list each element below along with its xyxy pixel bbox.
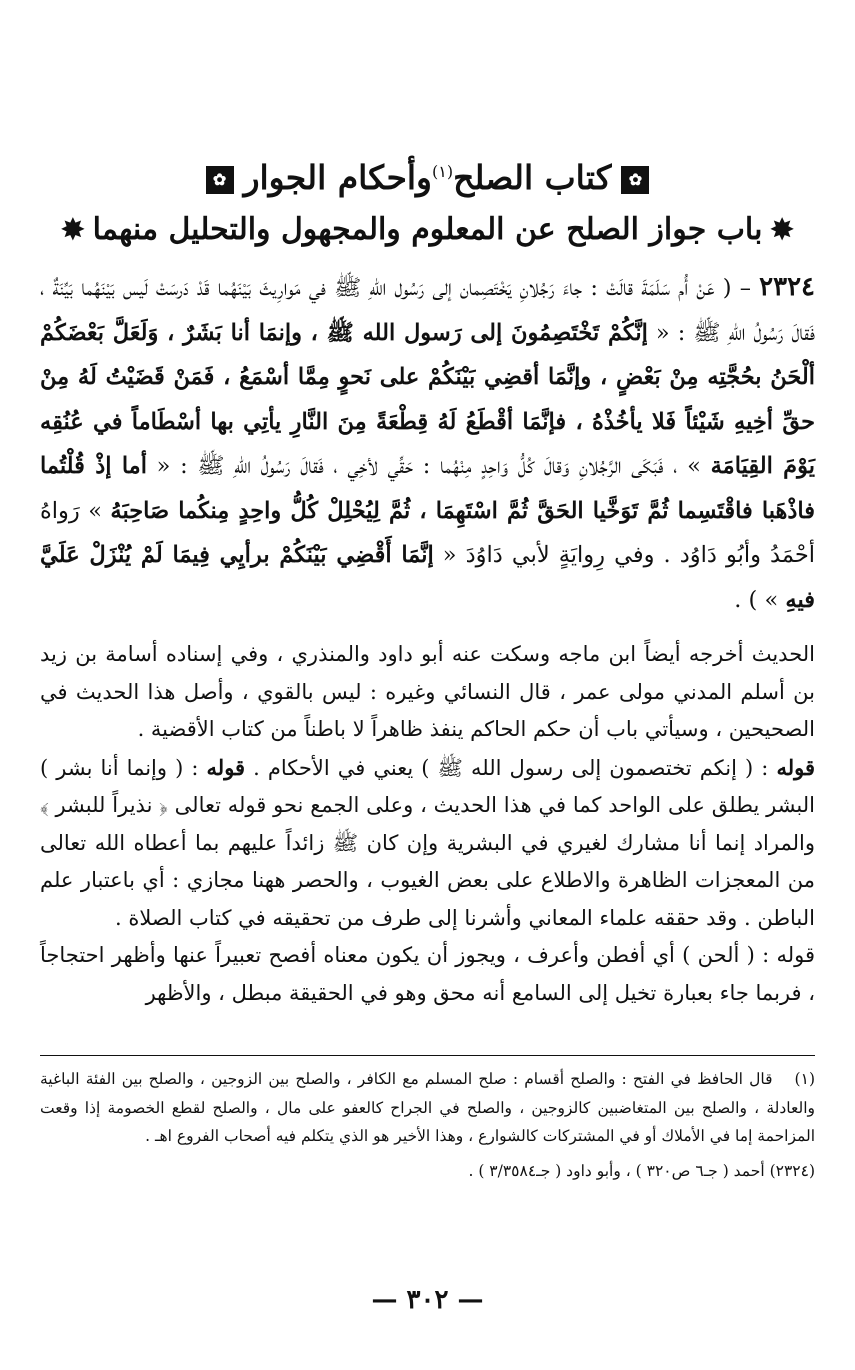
star-ornament-icon: ✸ bbox=[61, 213, 85, 246]
hadith-segment: » ، فَبَكَى الرَّجُلانِ وَقالَ كُلُّ وَاحِدٍ مِنْهُما : حَقِّي لأخِي ، فَقالَ رَسُولُ اللهِ ﷺ : « bbox=[146, 453, 711, 479]
commentary-paragraph bbox=[40, 749, 815, 938]
hadith-segment-bold: إنَّمَا أَقْضِي بَيْنَكُمْ برأيِي فِيمَا لَمْ يُنْزَلْ عَلَيَّ فيهِ bbox=[40, 542, 815, 613]
section-heading bbox=[0, 208, 855, 252]
footnote-mark: (١) bbox=[794, 1070, 815, 1088]
hadith-segment: – ( عَنْ أُم سَلَمَةَ قالَتْ : جاءَ رَجُلانِ يَخْتَصِمان إلى رَسُول اللهِ ﷺ في مَوارِيثَ بَيْنَهُما قَدْ دَرسَتْ لَيس بَيْنَهُما بَيِّنَةٌ ، فَقالَ رَسُولُ اللهِ ﷺ : « bbox=[40, 275, 815, 346]
commentary-text: : ( إنكم تختصمون إلى رسول الله ﷺ ) يعني في الأحكام . bbox=[245, 755, 777, 780]
commentary-paragraph: قوله : ( ألحن ) أي أفطن وأعرف ، ويجوز أن يكون معناه أفصح تعبيراً عنها وأظهر احتجاجاً ، فربما جاء بعبارة تخيل إلى السامع أنه محق وهو في الحقيقة مبطل ، والأظهر bbox=[40, 943, 815, 1005]
footnote-reference[interactable]: (١) bbox=[431, 162, 454, 181]
hadith-text bbox=[40, 265, 815, 622]
hadith-segment-bold: أما إذْ قُلْتُما فاذْهَبا فاقْتَسِما ثُمَّ تَوَخَّيا الحَقَّ ثُمَّ اسْتَهِمَا ، ثُمَّ لِيُحْلِلْ كُلُّ واحِدٍ مِنكُما صَاحِبَهُ bbox=[40, 453, 815, 524]
commentary-text: : ( وإنما أنا بشر ) البشر يطلق على الواحد كما في هذا الحديث ، وعلى الجمع نحو قوله تعالى ﴿ نذيراً للبشر ﴾ والمراد إنما أنا مشارك لغيري في البشرية وإن كان ﷺ زائداً عليهم بما أعطاه الله تعالى من المعجزات الظاهرة والاطلاع على بعض الغيوب ، والحصر ههنا مجازي : أي باعتبار علم الباطن . وقد حققه علماء المعاني وأشرنا إلى طرف من تحقيقه في كتاب الصلاة . bbox=[40, 755, 815, 930]
commentary-label: قوله bbox=[206, 754, 246, 780]
footnote-source: (٢٣٢٤) أحمد ( جـ٦ ص٣٢٠ ) ، وأبو داود ( جـ٣/٣٥٨٤ ) . bbox=[468, 1161, 815, 1180]
footnote-1 bbox=[40, 1065, 815, 1151]
square-ornament-icon: ✿ bbox=[621, 166, 649, 194]
hadith-number: ٢٣٢٤ bbox=[759, 272, 815, 302]
hadith-segment: » ) . bbox=[734, 586, 786, 613]
footnotes bbox=[40, 1065, 815, 1185]
star-ornament-icon: ✸ bbox=[770, 213, 794, 246]
square-ornament-icon: ✿ bbox=[206, 166, 234, 194]
chapter-title-text: كتاب الصلح bbox=[453, 158, 612, 197]
commentary bbox=[40, 636, 815, 1012]
hadith-segment-bold: إنَّكُمْ تَخْتَصِمُونَ إلى رَسول الله ﷺ ، وإنمَا أنا بَشَرٌ ، وَلَعَلَّ بَعْضَكُمْ ألْحَنُ بحُجَّتِه مِنْ بَعْضٍ ، وإنَّمَا أقضِي بَيْنَكُمْ على نَحوٍ مِمَّا أسْمَعُ ، فَمَنْ قَضَيْتُ لَهُ مِنْ حقِّ أخِيهِ شَيْئاً فَلا يأخُذْهُ ، فإنَّمَا أقْطَعُ لَهُ قِطْعَةً مِنَ النَّارِ يأتِي بها أسْطَاماً في عُنُقِه يَوْمَ القِيَامَة bbox=[40, 319, 816, 479]
section-heading-text: باب جواز الصلح عن المعلوم والمجهول والتحليل منهما bbox=[92, 212, 763, 247]
footnote-1-text: قال الحافظ في الفتح : والصلح أقسام : صلح المسلم مع الكافر ، والصلح بين الزوجين ، والصلح بين الفئة الباغية والعادلة ، والصلح بين المتغاضبين كالزوجين ، والصلح في الجراح كالعفو على مال ، والصلح لقطع الخصومة إذا وقعت المزاحمة إما في الأملاك أو في المشتركات كالشوارع ، وهذا الأخير هو الذي يتكلم فيه أصحاب الفروع اهـ . bbox=[40, 1070, 815, 1145]
footnote-divider bbox=[40, 1055, 815, 1057]
commentary-label: قوله bbox=[776, 754, 815, 780]
hadith-segment: » رَواهُ أحْمَدُ وأبُو دَاوُد . وفي رِوايَةٍ لأبي دَاوُدَ « bbox=[40, 497, 816, 568]
chapter-title-rest: وأحكام الجوار bbox=[243, 158, 432, 197]
chapter-title bbox=[0, 150, 855, 200]
page-number: — ٣٠٢ — bbox=[371, 1285, 484, 1315]
commentary-paragraph: الحديث أخرجه أيضاً ابن ماجه وسكت عنه أبو داود والمنذري ، وفي إسناده أسامة بن زيد بن أسلم المدني مولى عمر ، قال النسائي وغيره : ليس بالقوي ، وأصل هذا الحديث في الصحيحين ، وسيأتي باب أن حكم الحاكم ينفذ ظاهراً لا باطناً من كتاب الأقضية . bbox=[40, 642, 815, 741]
